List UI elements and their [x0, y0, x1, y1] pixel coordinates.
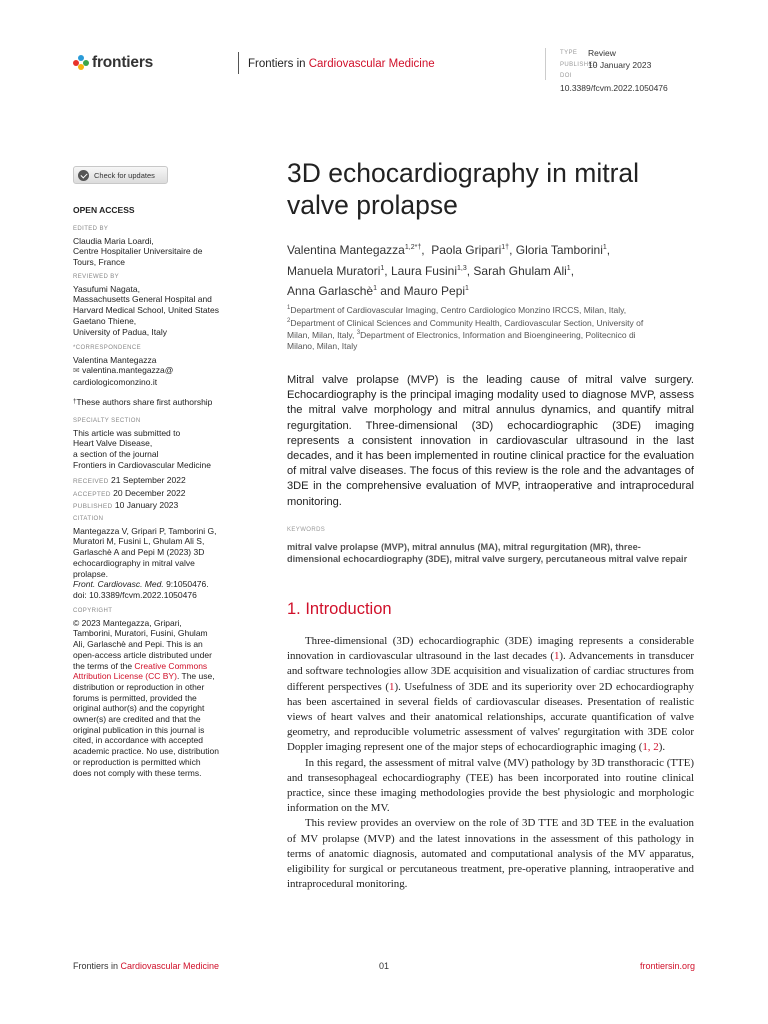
- editor-line: Centre Hospitalier Universitaire de: [73, 246, 203, 257]
- paragraph-text: ). Usefulness of 3DE and its superiority over 2D echocardiography has been ascertained in several fields of cardiovascular diseases. Presentation of realistic views of heart valves and their anatomical relationships, accurate quantification of valve geometry, and reproducible volumetric assessment of valves' regurgitation with 3DE color Doppler imaging represent one of the major steps of echocardiographic imaging (: [287, 680, 694, 754]
- reviewer-line: Harvard Medical School, United States: [73, 305, 219, 316]
- reference-link[interactable]: 1: [388, 680, 395, 693]
- copyright-text: . The use,: [176, 671, 215, 682]
- affiliation-text: Milan, Milan, Italy,: [287, 330, 355, 341]
- author-affiliation-sup: 1: [380, 264, 385, 272]
- type-value: Review: [588, 48, 616, 58]
- citation-line: prolapse.: [73, 568, 108, 579]
- reviewer-line: Gaetano Thiene,: [73, 315, 137, 326]
- copyright-line: distribution or reproduction in other: [73, 681, 205, 692]
- edited-by-label: EDITED BY: [73, 226, 109, 232]
- shared-authorship-text: These authors share first authorship: [76, 397, 213, 407]
- reviewer-line: University of Padua, Italy: [73, 326, 168, 337]
- citation-label: CITATION: [73, 516, 104, 522]
- copyright-line: open-access article distributed under: [73, 649, 212, 660]
- cc-license-link[interactable]: Attribution License (CC BY): [73, 671, 177, 682]
- edited-by-block: [73, 224, 263, 268]
- citation-line: echocardiography in mitral valve: [73, 557, 195, 568]
- frontiers-logo-icon: [73, 55, 89, 71]
- affiliation-text: Department of Clinical Sciences and Community Health, Cardiovascular Section, University of: [290, 317, 644, 328]
- editor-line: Tours, France: [73, 257, 125, 268]
- paragraph: This review provides an overview on the role of 3D TTE and 3D TEE in the evaluation of MV prolapse (MVP) and the latest innovations in the assessment of this pathology in terms of anatomic diagnosis, automated and computational analysis of the MV apparatus, eligibility for surgical or percutaneous treatment, pre-operative planning, intraoperative and intraprocedural monitoring.: [287, 817, 694, 891]
- citation-block: [73, 514, 263, 601]
- body-text: [287, 634, 694, 892]
- footer-site-link[interactable]: frontiersin.org: [639, 961, 695, 971]
- copyright-line: © 2023 Mantegazza, Gripari,: [73, 617, 182, 628]
- title-line: 3D echocardiography in mitral: [287, 158, 640, 188]
- check-updates-label: Check for updates: [94, 170, 155, 180]
- correspondence-label: *CORRESPONDENCE: [73, 345, 142, 351]
- dates-block: [73, 475, 263, 513]
- copyright-line: or reproduction is permitted which: [73, 756, 201, 767]
- keywords: mitral valve prolapse (MVP), mitral annulus (MA), mitral regurgitation (MR), three-dimensional echocardiography (3DE), mitral valve surgery, percutaneous mitral valve repair: [287, 542, 688, 564]
- citation-line: Muratori M, Fusini L, Ghulam Ali S,: [73, 536, 205, 547]
- specialty-line: Frontiers in Cardiovascular Medicine: [73, 459, 211, 470]
- published-label: PUBLISHED: [560, 61, 598, 68]
- author-affiliation-sup: 1,2*†: [404, 244, 422, 251]
- author-list: [287, 239, 707, 301]
- email-line: valentina.mantegazza@: [82, 365, 174, 376]
- citation-volume: 9:1050476.: [163, 579, 209, 590]
- citation-doi[interactable]: doi: 10.3389/fcvm.2022.1050476: [73, 589, 197, 600]
- citation-line: Mantegazza V, Gripari P, Tamborini G,: [73, 525, 217, 536]
- author-name[interactable]: Anna Garlaschè: [287, 284, 374, 298]
- published-value: 10 January 2023: [114, 500, 179, 511]
- affiliation-text: Milano, Milan, Italy: [287, 340, 358, 351]
- title-line: valve prolapse: [287, 190, 458, 220]
- section-heading: 1. Introduction: [287, 600, 392, 618]
- check-icon: [78, 170, 89, 181]
- copyright-block: [73, 606, 263, 778]
- copyright-line: original author(s) and the copyright: [73, 703, 205, 714]
- copyright-label: COPYRIGHT: [73, 608, 113, 614]
- author-separator: ,: [421, 243, 432, 257]
- author-affiliation-sup: 1: [465, 285, 469, 292]
- author-name[interactable]: Gloria Tamborini: [515, 243, 603, 257]
- author-name[interactable]: Manuela Muratori: [287, 263, 381, 278]
- affiliation-text: Department of Cardiovascular Imaging, Centro Cardiologico Monzino IRCCS, Milan, Italy,: [290, 304, 627, 315]
- copyright-line: original publication in this journal is: [73, 724, 205, 735]
- specialty-label: SPECIALTY SECTION: [73, 418, 141, 424]
- footer-journal-name: Cardiovascular Medicine: [120, 961, 220, 971]
- author-affiliation-sup: 1,3: [457, 264, 467, 272]
- author-separator: ,: [570, 263, 575, 278]
- logo-text: frontiers: [92, 54, 154, 71]
- received-value: 21 September 2022: [111, 475, 186, 485]
- doi-value[interactable]: 10.3389/fcvm.2022.1050476: [560, 82, 668, 93]
- author-separator: ,: [606, 243, 611, 257]
- specialty-line: Heart Valve Disease,: [73, 438, 153, 449]
- keywords-label: KEYWORDS: [287, 527, 326, 533]
- author-name[interactable]: Sarah Ghulam Ali: [473, 263, 567, 278]
- copyright-line: Ali, Garlaschè and Pepi. This is an: [73, 639, 203, 650]
- author-affiliation-sup: 1: [373, 285, 377, 292]
- paragraph: [287, 634, 694, 756]
- abstract: Mitral valve prolapse (MVP) is the leading cause of mitral valve surgery. Echocardiography is the principal imaging modality used to diagnose MVP, assess the mitral valve morphology and mitral annulus dynamics, and quantify mitral regurgitation. Three-dimensional (3D) echocardiographic (3DE) imaging represents a consistent innovation in cardiovascular ultrasound in the last decades, and it has been implemented in routine clinical practice for the evaluation of mitral valve diseases. The focus of this review is the role and the advantages of 3DE in the comprehensive evaluation of MVP, intraoperative and intraprocedural monitoring.: [287, 374, 694, 508]
- author-separator: ,: [466, 263, 474, 278]
- correspondence-email[interactable]: [73, 365, 263, 377]
- affiliations: $^1$Department of Cardiovascular Imaging, Centro Cardiologico Monzino IRCCS, Milan, Italy, $^2$Department of Clinical Sciences and Community Health, Cardiovascular Section, University of Milan, Milan, Italy, $^3$Department of Electronics, Information and Bioengineering, Politecnico di Milano, Milan, Italy: [287, 304, 644, 351]
- author-name[interactable]: Mauro Pepi: [403, 284, 466, 298]
- paragraph-text: ). Advancements in transducer and software technologies allow 3DE acquisition and visualization of cardiac structures from different perspectives (: [287, 650, 695, 693]
- published-label: PUBLISHED: [73, 503, 113, 511]
- received-label: RECEIVED: [73, 478, 109, 485]
- reviewed-by-block: [73, 272, 263, 337]
- paragraph-text: ).: [658, 741, 666, 754]
- page-number: 01: [379, 961, 390, 971]
- meta-divider: [545, 48, 546, 80]
- correspondence-block: [73, 343, 263, 388]
- specialty-line: a section of the journal: [73, 449, 159, 460]
- doi-label: DOI: [560, 73, 572, 79]
- correspondence-name: Valentina Mantegazza: [73, 354, 157, 365]
- shared-authorship-note: †These authors share first authorship: [73, 397, 213, 407]
- editor-line: Claudia Maria Loardi,: [73, 235, 154, 246]
- copyright-line: academic practice. No use, distribution: [73, 746, 219, 757]
- footer-journal[interactable]: [73, 961, 219, 971]
- citation-journal: Front. Cardiovasc. Med.: [73, 579, 164, 590]
- reference-link[interactable]: 1: [553, 650, 560, 663]
- author-name[interactable]: Laura Fusini: [390, 263, 457, 278]
- page-header: [73, 48, 695, 93]
- citation-line: Garlaschè A and Pepi M (2023) 3D: [73, 547, 205, 558]
- paragraph-text: Three-dimensional (3D) echocardiographic (3DE) imaging represents a considerable innovation in cardiovascular ultrasound in the last decades (: [287, 635, 694, 663]
- journal-title: Cardiovascular Medicine: [308, 58, 435, 70]
- copyright-line: cited, in accordance with accepted: [73, 735, 203, 746]
- reference-link[interactable]: 1, 2: [642, 741, 659, 754]
- article-title: [287, 157, 707, 221]
- specialty-block: [73, 416, 263, 471]
- author-affiliation-sup: 1: [602, 244, 607, 251]
- header-divider: [238, 52, 239, 74]
- author-separator: and: [376, 284, 404, 298]
- reviewed-by-label: REVIEWED BY: [73, 274, 120, 280]
- paragraph: In this regard, the assessment of mitral valve (MV) pathology by 3D transthoracic (TTE) and transesophageal echocardiography (TEE) has been incorporated into routine clinical practice, since these imaging methodologies provide the best physiologic and morphologic information on the MV.: [287, 756, 694, 815]
- email-line[interactable]: cardiologicomonzino.it: [73, 377, 158, 388]
- envelope-icon: ✉: [73, 366, 80, 376]
- specialty-line: This article was submitted to: [73, 427, 181, 438]
- type-label: TYPE: [560, 50, 578, 56]
- author-name[interactable]: Valentina Mantegazza: [287, 243, 405, 257]
- copyright-text: the terms of the: [73, 660, 135, 671]
- copyright-line: Tamborini, Muratori, Fusini, Ghulam: [73, 628, 208, 639]
- reviewer-line: Yasufumi Nagata,: [73, 283, 140, 294]
- open-access-label: OPEN ACCESS: [73, 205, 135, 215]
- author-affiliation-sup: 1: [566, 264, 571, 272]
- cc-license-link[interactable]: Creative Commons: [134, 660, 208, 671]
- author-name[interactable]: Paola Gripari: [431, 243, 502, 257]
- author-separator: ,: [509, 243, 516, 257]
- journal-prefix: Frontiers in: [248, 58, 309, 70]
- check-for-updates-button[interactable]: [73, 166, 168, 184]
- reviewer-line: Massachusetts General Hospital and: [73, 294, 212, 305]
- article-meta: [560, 48, 695, 94]
- affiliation-text: Department of Electronics, Information and Bioengineering, Politecnico di: [360, 330, 636, 341]
- journal-name[interactable]: [248, 58, 435, 70]
- copyright-line: does not comply with these terms.: [73, 767, 202, 778]
- accepted-label: ACCEPTED: [73, 490, 111, 498]
- frontiers-logo[interactable]: [73, 54, 153, 72]
- footer-prefix: Frontiers in: [73, 961, 121, 971]
- author-separator: ,: [384, 263, 391, 278]
- published-value: 10 January 2023: [588, 59, 652, 70]
- copyright-line: forums is permitted, provided the: [73, 692, 197, 703]
- accepted-value: 20 December 2022: [113, 487, 186, 498]
- copyright-line: owner(s) are credited and that the: [73, 714, 201, 725]
- author-affiliation-sup: 1†: [501, 244, 510, 251]
